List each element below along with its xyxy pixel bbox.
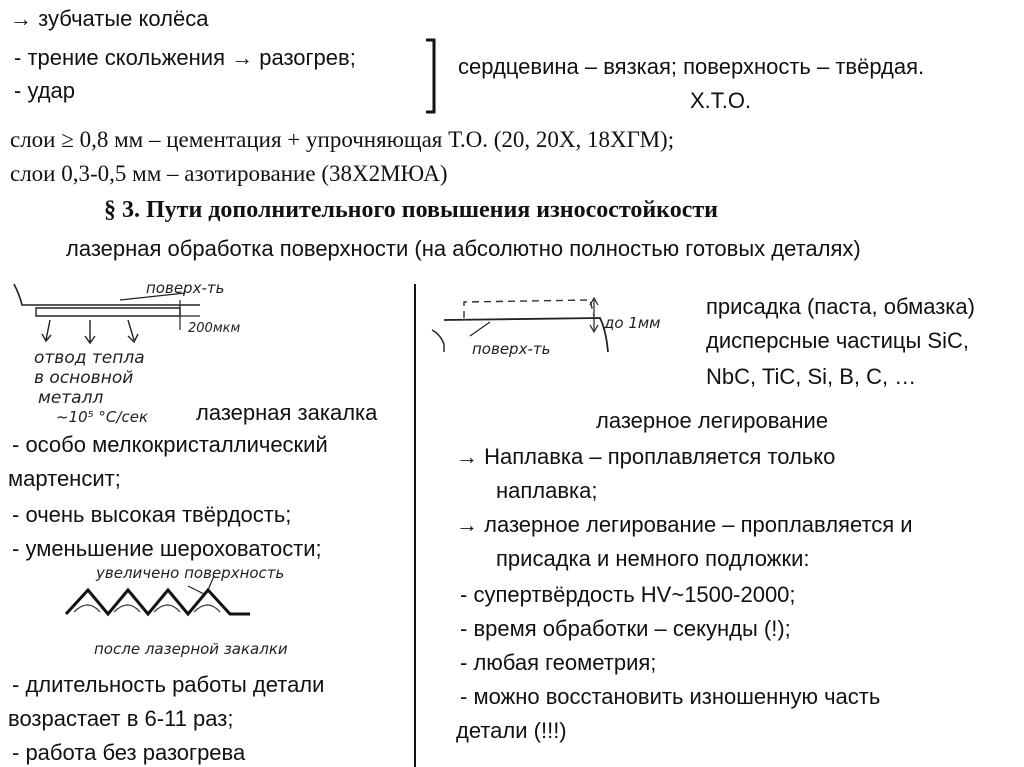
- depth-label-right: до 1мм: [604, 314, 661, 332]
- roughness-top-label: увеличено поверхность: [96, 564, 285, 582]
- right-item-5: - супертвёрдость HV~1500-2000;: [460, 582, 796, 607]
- core-surface-line: сердцевина – вязкая; поверхность – твёрдая.: [458, 54, 925, 79]
- laser-hardening-heading: лазерная закалка: [196, 400, 378, 425]
- right-item-2: наплавка;: [496, 478, 598, 503]
- left-item-4: - уменьшение шероховатости;: [12, 536, 322, 561]
- section-title: § 3. Пути дополнительного повышения износостойкости: [104, 197, 718, 223]
- additive-line-1: присадка (паста, обмазка): [706, 294, 975, 319]
- nitriding-line: слои 0,3-0,5 мм – азотирование (38Х2МЮА): [10, 161, 448, 186]
- right-item-1: → Наплавка – проплавляется только: [456, 444, 836, 469]
- left-item-5: - длительность работы детали: [12, 672, 325, 697]
- right-item-9: детали (!!!): [456, 718, 567, 743]
- surface-label-right: поверх-ть: [472, 340, 551, 358]
- carburizing-line: слои ≥ 0,8 мм – цементация + упрочняющая Т.О. (20, 20Х, 18ХГМ);: [10, 127, 675, 152]
- roughness-bottom-label: после лазерной закалки: [94, 640, 288, 658]
- additive-line-3: NbC, TiC, Si, B, C, …: [706, 364, 917, 389]
- right-item-7: - любая геометрия;: [460, 650, 657, 675]
- left-item-3: - очень высокая твёрдость;: [12, 502, 292, 527]
- hto-label: Х.Т.О.: [690, 88, 752, 113]
- impact-line: - удар: [14, 78, 76, 103]
- laser-alloying-heading: лазерное легирование: [596, 408, 829, 433]
- left-item-1: - особо мелкокристаллический: [12, 432, 328, 457]
- left-item-2: мартенсит;: [8, 466, 121, 491]
- surface-label-left: поверх-ть: [146, 279, 225, 297]
- heat-label-1: отвод тепла: [34, 348, 145, 368]
- left-item-6: возрастает в 6-11 раз;: [8, 706, 234, 731]
- additive-line-2: дисперсные частицы SiC,: [706, 328, 969, 353]
- left-item-7: - работа без разогрева: [12, 740, 246, 765]
- section-subtitle: лазерная обработка поверхности (на абсолютно полностью готовых деталях): [66, 236, 861, 261]
- heat-label-3: металл: [38, 388, 104, 408]
- column-divider: [414, 284, 416, 767]
- heat-label-2: в основной: [34, 368, 134, 388]
- gears-line: → зубчатые колёса: [10, 6, 209, 31]
- right-item-8: - можно восстановить изношенную часть: [460, 684, 881, 709]
- right-item-4: присадка и немного подложки:: [496, 546, 810, 571]
- right-item-6: - время обработки – секунды (!);: [460, 616, 791, 641]
- cooling-rate-label: ~10⁵ °C/сек: [56, 408, 148, 426]
- right-item-3: → лазерное легирование – проплавляется и: [456, 512, 913, 537]
- depth-label-left: 200мкм: [188, 321, 241, 336]
- friction-line: - трение скольжения → разогрев;: [14, 45, 356, 70]
